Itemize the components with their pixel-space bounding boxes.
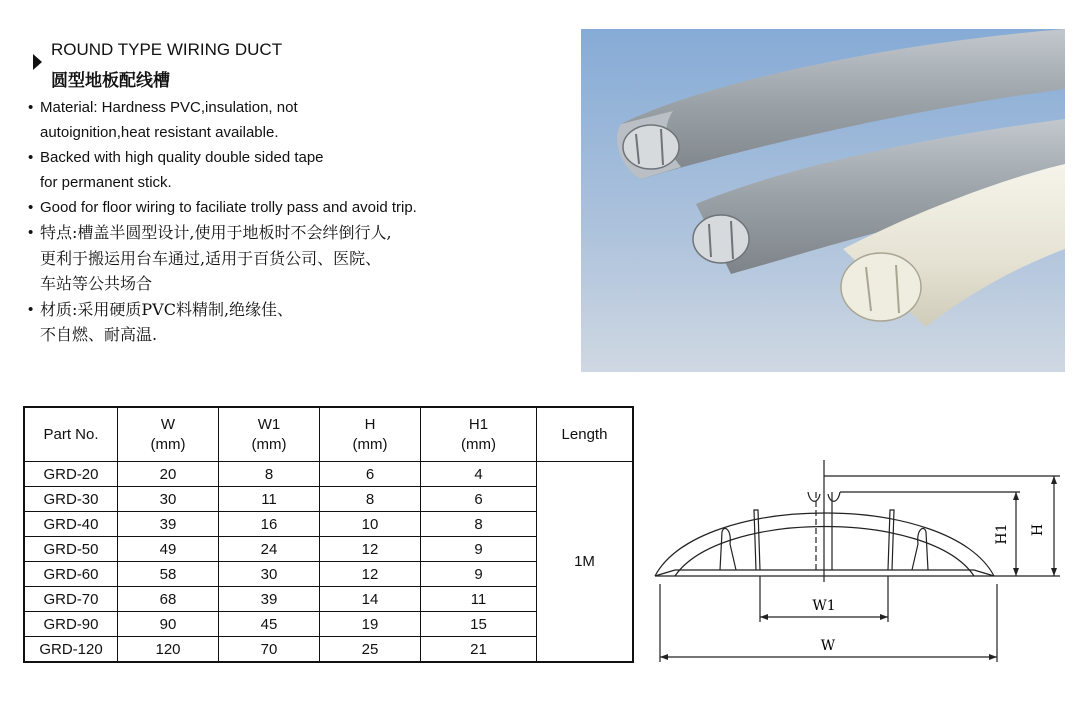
cell: 49 xyxy=(118,537,219,562)
label-w1: W1 xyxy=(812,598,836,614)
bullet-icon: • xyxy=(28,99,34,116)
label-w: W xyxy=(820,638,836,654)
cell: 120 xyxy=(118,637,219,663)
cell: 30 xyxy=(219,562,320,587)
label-h1: H1 xyxy=(994,523,1010,545)
cell: GRD-40 xyxy=(24,512,118,537)
bullet-text: Good for floor wiring to faciliate trolly pass and avoid trip. xyxy=(40,199,417,216)
label-h: H xyxy=(1030,523,1046,537)
cell: GRD-60 xyxy=(24,562,118,587)
cell: GRD-70 xyxy=(24,587,118,612)
cell: 6 xyxy=(320,462,421,487)
feature-list xyxy=(28,95,548,348)
cell: 14 xyxy=(320,587,421,612)
cell: 58 xyxy=(118,562,219,587)
cell: 16 xyxy=(219,512,320,537)
col-length: Length xyxy=(537,407,634,462)
cell: GRD-30 xyxy=(24,487,118,512)
table-row xyxy=(24,462,633,487)
cell: GRD-120 xyxy=(24,637,118,663)
cell: 45 xyxy=(219,612,320,637)
col-h: H (mm) xyxy=(320,407,421,462)
product-photo xyxy=(581,29,1065,372)
bullet-icon: • xyxy=(28,199,34,216)
cell: 39 xyxy=(219,587,320,612)
length-cell: 1M xyxy=(537,462,634,663)
cell: 12 xyxy=(320,537,421,562)
spec-table xyxy=(23,406,634,663)
bullet-icon: • xyxy=(28,149,34,166)
cell: 12 xyxy=(320,562,421,587)
cell: 4 xyxy=(421,462,537,487)
bullet-text: Material: Hardness PVC,insulation, not autoignition,heat resistant available. xyxy=(40,99,298,141)
cell: 90 xyxy=(118,612,219,637)
col-w: W (mm) xyxy=(118,407,219,462)
col-h1: H1 (mm) xyxy=(421,407,537,462)
col-w1: W1 (mm) xyxy=(219,407,320,462)
table-header-row xyxy=(24,407,633,462)
cell: 39 xyxy=(118,512,219,537)
cell: GRD-20 xyxy=(24,462,118,487)
cell: GRD-50 xyxy=(24,537,118,562)
bullet-icon: • xyxy=(28,224,34,241)
list-item xyxy=(28,145,548,195)
cell: 8 xyxy=(421,512,537,537)
cell: 19 xyxy=(320,612,421,637)
bullet-text: 材质:采用硬质PVC料精制,绝缘佳、 不自燃、耐高温. xyxy=(40,299,294,344)
cell: GRD-90 xyxy=(24,612,118,637)
cell: 68 xyxy=(118,587,219,612)
cell: 20 xyxy=(118,462,219,487)
title-arrow-icon xyxy=(33,54,42,70)
bullet-text: Backed with high quality double sided tape for permanent stick. xyxy=(40,149,324,191)
cell: 30 xyxy=(118,487,219,512)
cell: 11 xyxy=(421,587,537,612)
cell: 24 xyxy=(219,537,320,562)
cell: 10 xyxy=(320,512,421,537)
list-item xyxy=(28,297,548,348)
bullet-text: 特点:槽盖半圆型设计,使用于地板时不会绊倒行人, 更利于搬运用台车通过,适用于百货公司、医院、 车站等公共场合 xyxy=(40,223,392,293)
cell: 9 xyxy=(421,537,537,562)
cell: 25 xyxy=(320,637,421,663)
list-item xyxy=(28,220,548,297)
col-part-no: Part No. xyxy=(24,407,118,462)
cell: 15 xyxy=(421,612,537,637)
cell: 6 xyxy=(421,487,537,512)
list-item xyxy=(28,195,548,220)
cross-section-diagram xyxy=(640,452,1070,672)
title-english: ROUND TYPE WIRING DUCT xyxy=(51,40,283,59)
cell: 8 xyxy=(219,462,320,487)
bullet-icon: • xyxy=(28,300,34,318)
cell: 8 xyxy=(320,487,421,512)
cell: 21 xyxy=(421,637,537,663)
cell: 9 xyxy=(421,562,537,587)
cell: 11 xyxy=(219,487,320,512)
cell: 70 xyxy=(219,637,320,663)
title-chinese: 圆型地板配线槽 xyxy=(51,71,170,90)
list-item xyxy=(28,95,548,145)
